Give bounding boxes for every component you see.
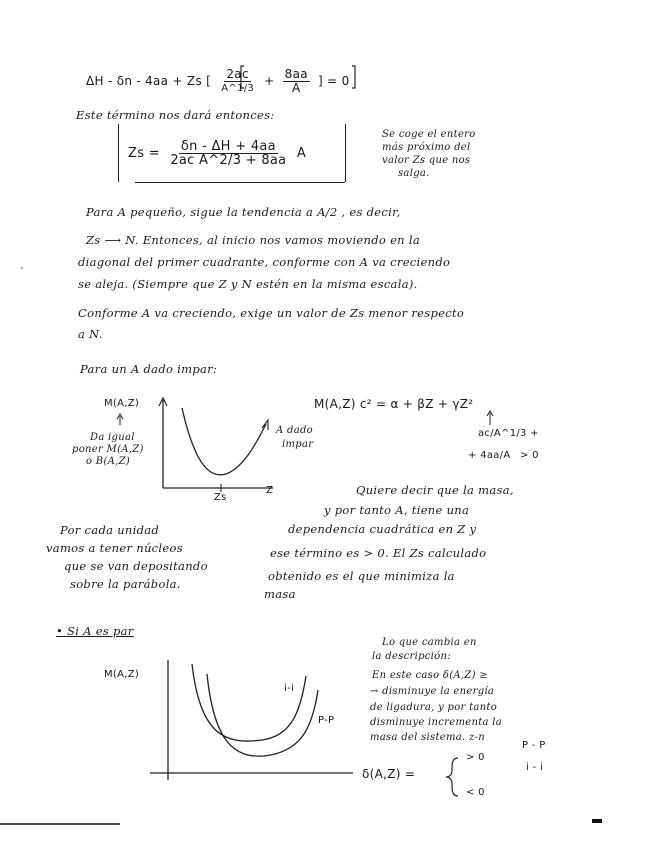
intro-line: Este término nos dará entonces: xyxy=(76,108,275,122)
gamma-expr-2: + 4aa/A xyxy=(468,450,511,461)
graph1-curve-label-1: A dado xyxy=(276,425,313,436)
odd-a-heading: Para un A dado impar: xyxy=(80,362,218,376)
boxed-equation-underline xyxy=(135,182,345,183)
graph1-parabola xyxy=(182,408,266,475)
delta-lhs: δ(A,Z) = xyxy=(362,767,416,781)
graph2-upper-label: i-i xyxy=(284,683,295,694)
equation-1-rhs: ] = 0 xyxy=(318,74,350,88)
graph2-lower-label: P-P xyxy=(318,715,335,726)
graph1-axes xyxy=(159,398,273,492)
graph2-y-label: M(A,Z) xyxy=(104,669,140,680)
equation-1: ΔH - δn - 4aa + Zs [ $\frac{2ac}{A\^{}1/3}$ + $\frac{8aa}{A}$ ] = 0 xyxy=(86,67,350,95)
graph1-x-tick: Zs xyxy=(214,492,227,503)
graph2-parabola-upper xyxy=(192,664,306,741)
equation-1-frac2: $\frac{8aa}{A}$ xyxy=(284,67,308,95)
graph2-parabola-lower xyxy=(207,674,318,756)
delta-case-1-label: P - P xyxy=(522,740,546,751)
graph1-x-label: Z xyxy=(266,485,274,496)
graph1-y-label: M(A,Z) xyxy=(104,398,140,409)
equation-1-lhs: ΔH - δn - 4aa + Zs [ xyxy=(86,74,212,88)
delta-case-1: > 0 xyxy=(466,752,485,763)
gamma-positive: > 0 xyxy=(520,450,539,461)
boxed-equation: Zs = $\frac{\delta n - \Delta H + 4aa}{\text{2ac A\textasciicircum{}2/3 + 8aa}}$ A xyxy=(128,139,307,168)
gamma-expr: ac/A^1/3 + xyxy=(478,428,539,439)
graph1-curve-label-2: impar xyxy=(282,439,314,450)
even-a-heading: • Si A es par xyxy=(56,624,134,638)
equation-1-frac1: $\frac{2ac}{A\^{}1/3}$ xyxy=(221,67,255,94)
delta-case-2-label: i - i xyxy=(526,762,544,773)
mass-formula: M(A,Z) c² = α + βZ + γZ² xyxy=(314,397,474,411)
delta-case-2: < 0 xyxy=(466,787,485,798)
